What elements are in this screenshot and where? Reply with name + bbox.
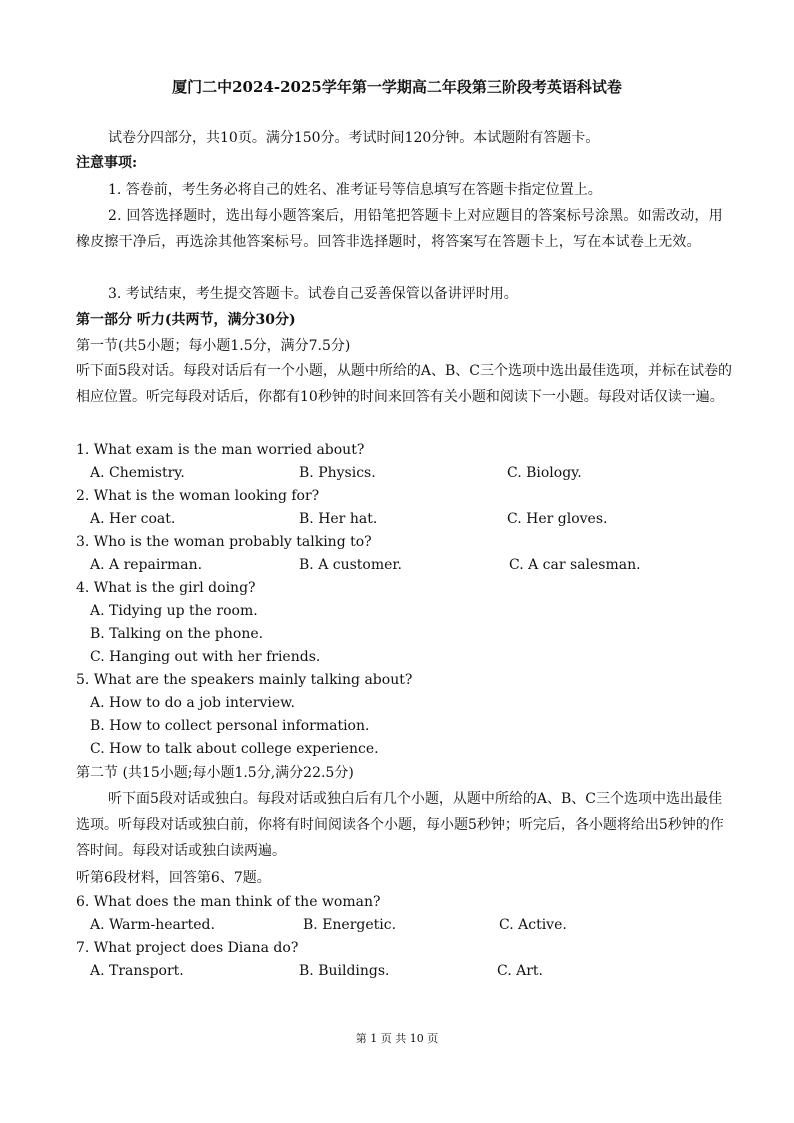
section-one-heading: 第一节(共5小题；每小题1.5分，满分7.5分) [76,338,351,354]
question-5-option-b: B. How to collect personal information. [90,718,370,734]
option-c: C. A car salesman. [509,557,641,573]
option-b: B. A customer. [299,557,403,573]
question-1-stem: 1. What exam is the man worried about? [76,442,365,458]
option-b: B. Her hat. [299,511,378,527]
option-c: C. Her gloves. [507,511,608,527]
option-a: A. Transport. [90,963,184,979]
notice-item-2: 2. 回答选择题时，选出每小题答案后，用铅笔把答题卡上对应题目的答案标号涂黑。如需改动，用橡皮擦干净后，再选涂其他答案标号。回答非选择题时，将答案写在答题卡上，写在本试卷上无效。 [76,208,723,250]
exam-intro: 试卷分四部分，共10页。满分150分。考试时间120分钟。本试题附有答题卡。 [108,130,600,146]
question-7-stem: 7. What project does Diana do? [76,940,299,956]
question-7-options [90,961,770,981]
option-b: B. Physics. [299,465,376,481]
question-4-option-a: A. Tidying up the room. [90,603,258,619]
notice-heading: 注意事项: [76,155,138,171]
option-c: C. Biology. [507,465,582,481]
material-6-heading: 听第6段材料，回答第6、7题。 [76,870,271,886]
question-5-stem: 5. What are the speakers mainly talking about? [76,672,413,688]
option-b: B. Buildings. [299,963,390,979]
question-6-stem: 6. What does the man think of the woman? [76,894,381,910]
notice-item-3: 3. 考试结束，考生提交答题卡。试卷自己妥善保管以备讲评时用。 [108,286,518,302]
option-a: A. Chemistry. [90,465,185,481]
option-b: B. Energetic. [303,917,397,933]
question-4-option-c: C. Hanging out with her friends. [90,649,321,665]
question-6-options [90,915,770,935]
option-c: C. Art. [497,963,543,979]
question-5-option-c: C. How to talk about college experience. [90,741,379,757]
exam-title: 厦门二中2024-2025学年第一学期高二年段第三阶段考英语科试卷 [172,78,622,96]
option-a: A. A repairman. [90,557,203,573]
question-5-option-a: A. How to do a job interview. [90,695,295,711]
question-2-stem: 2. What is the woman looking for? [76,488,320,504]
page-footer: 第 1 页 共 10 页 [355,1032,439,1045]
option-a: A. Her coat. [90,511,176,527]
question-4-stem: 4. What is the girl doing? [76,580,256,596]
question-1-options [90,463,770,483]
option-a: A. Warm-hearted. [90,917,215,933]
question-2-options [90,509,770,529]
part-one-heading: 第一部分 听力(共两节，满分30分) [76,312,296,328]
section-two-heading: 第二节 (共15小题;每小题1.5分,满分22.5分) [76,765,354,781]
question-4-option-b: B. Talking on the phone. [90,626,264,642]
section-one-instructions: 听下面5段对话。每段对话后有一个小题，从题中所给的A、B、C三个选项中选出最佳选项，并标在试卷的相应位置。听完每段对话后，你都有10秒钟的时间来回答有关小题和阅读下一小题。每段对话仅读一遍。 [76,363,733,405]
section-two-instructions: 听下面5段对话或独白。每段对话或独白后有几个小题，从题中所给的A、B、C三个选项中选出最佳选项。听每段对话或独白前，你将有时间阅读各个小题，每小题5秒钟；听完后，各小题将给出5秒钟的作答时间。每段对话或独白读两遍。 [76,791,724,859]
question-3-options [90,555,770,575]
notice-item-1: 1. 答卷前，考生务必将自己的姓名、准考证号等信息填写在答题卡指定位置上。 [108,182,602,198]
question-3-stem: 3. Who is the woman probably talking to? [76,534,372,550]
option-c: C. Active. [499,917,567,933]
